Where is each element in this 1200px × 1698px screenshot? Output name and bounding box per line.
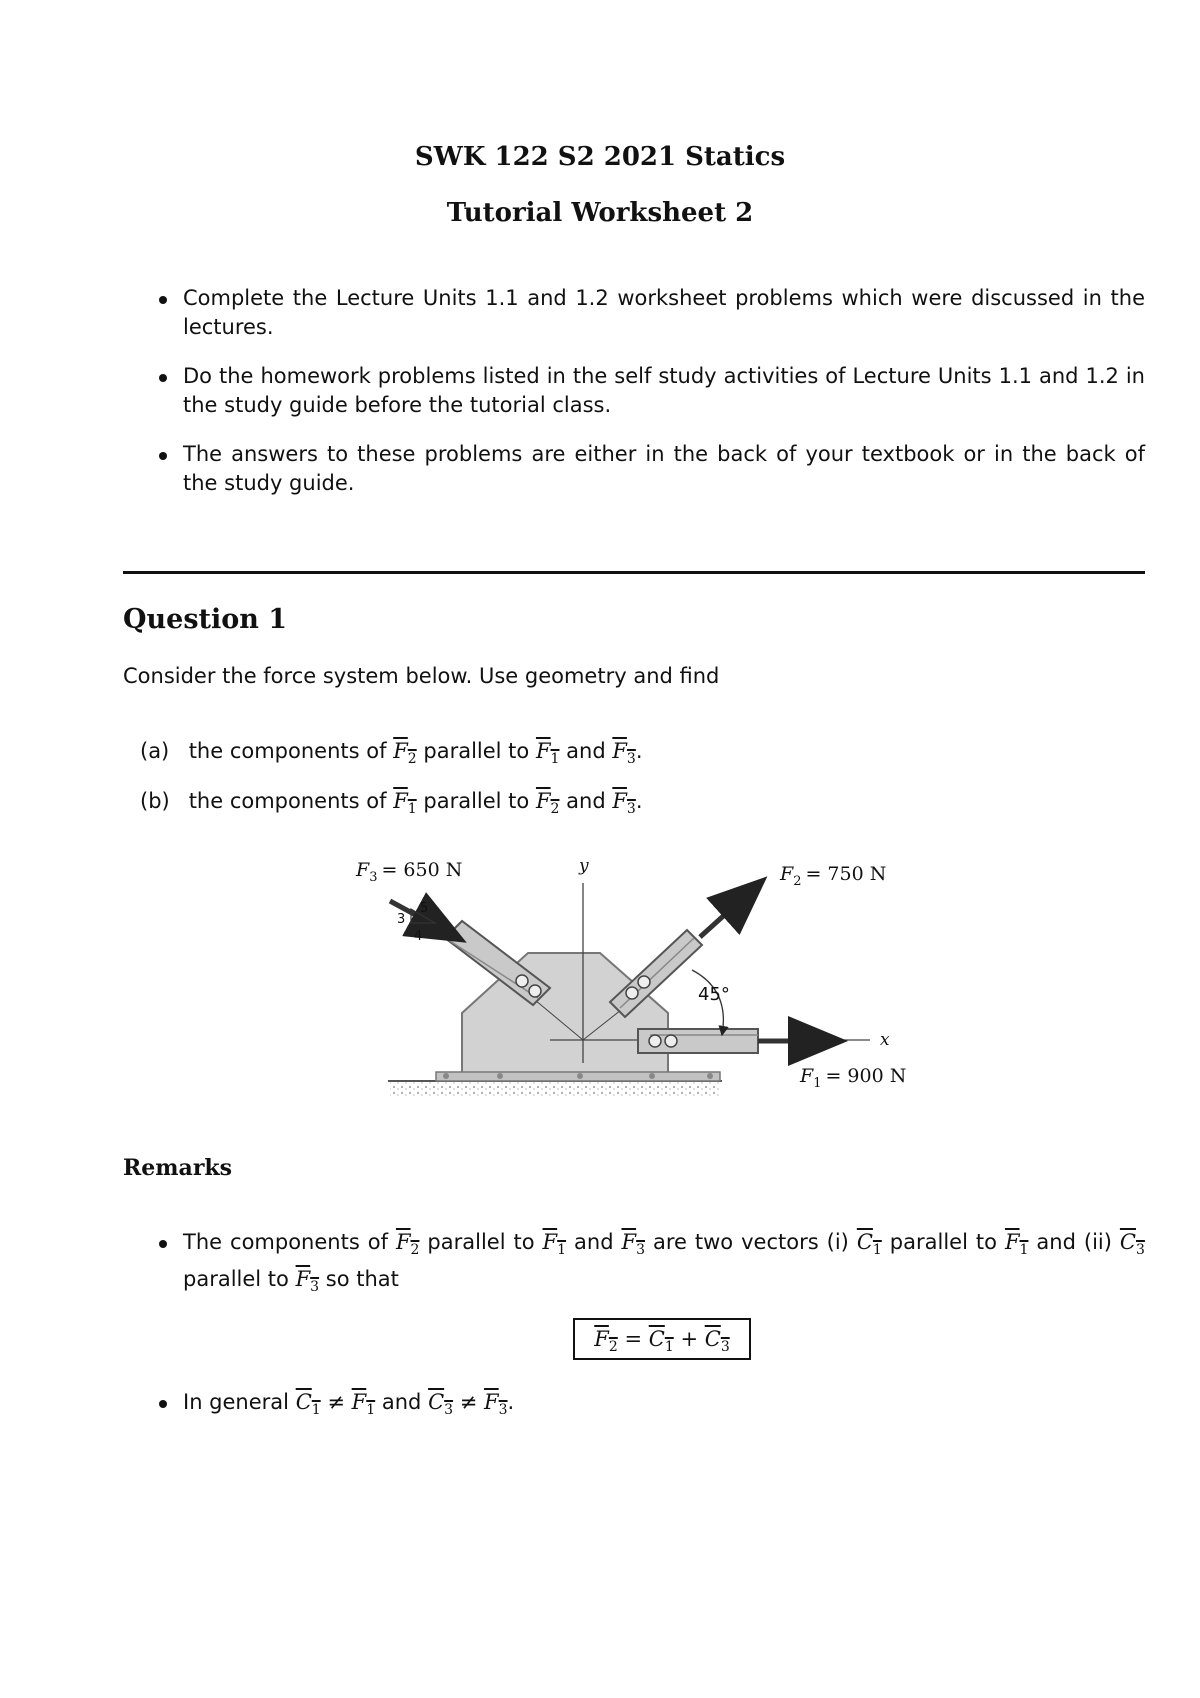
- vector-f2: $F_2$: [535, 789, 560, 818]
- vector-symbol: $C_3$: [428, 1390, 454, 1419]
- vector-f3: $F_3$: [612, 739, 636, 768]
- vector-f1: $F_1$: [393, 789, 417, 818]
- tri-4-label: 4: [414, 929, 423, 944]
- course-title: SWK 122 S2 2021 Statics: [414, 142, 786, 172]
- vector-symbol: $F_2$: [594, 1327, 618, 1356]
- worksheet-title: Tutorial Worksheet 2: [446, 198, 754, 228]
- vector-symbol: $F_3$: [621, 1230, 645, 1259]
- remark-item: The components of $F_2$ parallel to $F_1$ and $F_3$ are two vectors (i) $C_1$ parallel to $F_1$ and (ii) $C_3$ parallel to $F_3$ so that: [155, 1228, 1145, 1302]
- x-axis-label: x: [880, 1030, 890, 1050]
- section-divider: [123, 571, 1145, 574]
- question-part-a: (a) the components of $F_2$ parallel to $F_1$ and $F_3$.: [140, 739, 643, 768]
- bullet-icon: [159, 452, 167, 460]
- force-system-figure: [0, 845, 1200, 1110]
- vector-symbol: $C_1$: [648, 1327, 674, 1356]
- bullet-icon: [159, 296, 167, 304]
- instructions-list: [155, 284, 1145, 518]
- instruction-item: The answers to these problems are either in the back of your textbook or in the back of the study guide.: [155, 440, 1145, 498]
- tri-5-label: 5: [420, 901, 429, 916]
- question-intro: Consider the force system below. Use geometry and find: [123, 664, 720, 688]
- bullet-icon: [159, 1400, 167, 1408]
- arrow-f2: [700, 883, 760, 937]
- vector-symbol: $F_1$: [542, 1230, 567, 1259]
- question-part-b: (b) the components of $F_1$ parallel to $F_2$ and $F_3$.: [140, 789, 643, 818]
- vector-symbol: $F_3$: [484, 1390, 508, 1419]
- f3-label: $F_3 = 650$ N: [356, 859, 463, 885]
- vector-f2: $F_2$: [393, 739, 417, 768]
- vector-f1: $F_1$: [535, 739, 560, 768]
- remark-item: In general $C_1 \ne F_1$ and $C_3 \ne F_3$.: [155, 1388, 1145, 1425]
- vector-symbol: $F_1$: [351, 1390, 376, 1419]
- question-heading: Question 1: [123, 604, 288, 635]
- angle-label: 45°: [698, 984, 730, 1005]
- vector-symbol: $C_1$: [856, 1230, 882, 1259]
- instruction-item: Do the homework problems listed in the self study activities of Lecture Units 1.1 and 1.2 in the study guide before the tutorial class.: [155, 362, 1145, 420]
- remarks-list-2: [155, 1388, 1145, 1445]
- instruction-item: Complete the Lecture Units 1.1 and 1.2 worksheet problems which were discussed in the lectures.: [155, 284, 1145, 342]
- f2-label: $F_2 = 750$ N: [780, 863, 887, 889]
- vector-symbol: $F_3$: [295, 1267, 320, 1296]
- boxed-equation: $F_2 = C_1 + C_3$: [573, 1318, 751, 1360]
- bullet-icon: [159, 1240, 167, 1248]
- vector-symbol: $C_1$: [295, 1390, 321, 1419]
- remarks-heading: Remarks: [123, 1155, 233, 1181]
- member-f1: [638, 1029, 758, 1053]
- vector-symbol: $C_3$: [1119, 1230, 1145, 1259]
- y-axis-label: y: [579, 856, 589, 876]
- tri-3-label: 3: [397, 912, 406, 927]
- f1-label: $F_1 = 900$ N: [800, 1065, 907, 1091]
- remarks-list: [155, 1228, 1145, 1322]
- vector-symbol: $F_2$: [395, 1230, 420, 1259]
- bullet-icon: [159, 374, 167, 382]
- vector-symbol: $C_3$: [704, 1327, 730, 1356]
- ground: [390, 1080, 720, 1098]
- vector-f3: $F_3$: [612, 789, 636, 818]
- vector-symbol: $F_1$: [1004, 1230, 1029, 1259]
